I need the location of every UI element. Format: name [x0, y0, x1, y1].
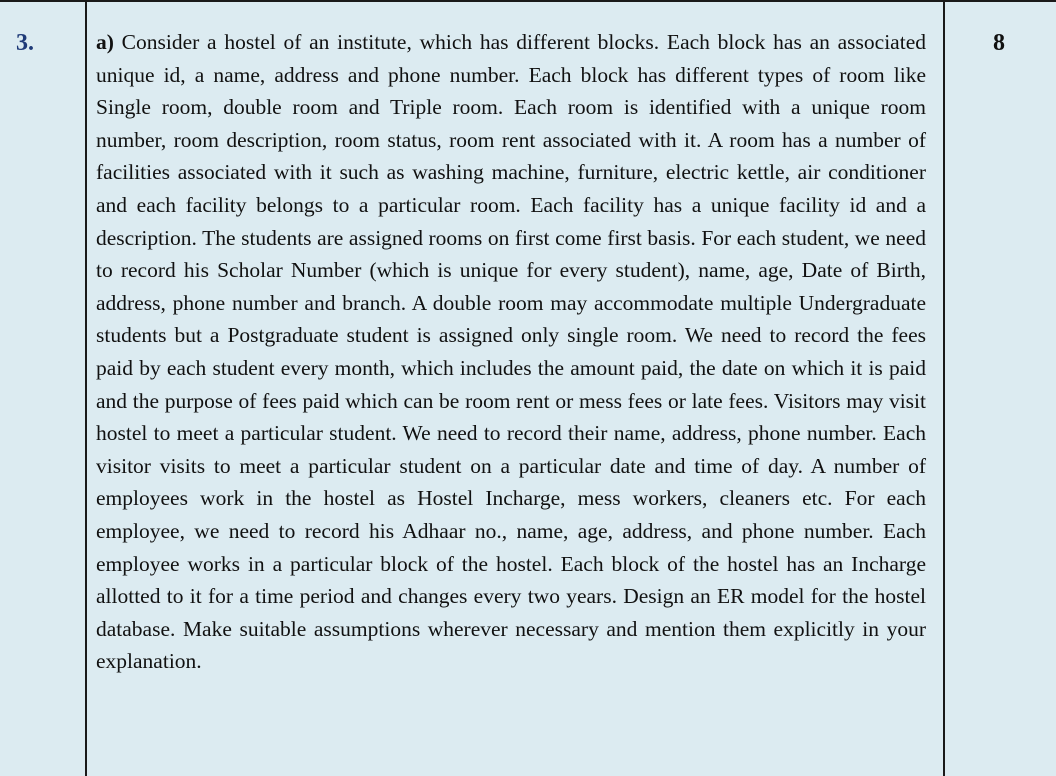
part-label: a)	[96, 30, 122, 54]
question-text-block	[96, 26, 926, 678]
table-top-border	[0, 0, 1056, 2]
question-number: 3.	[16, 30, 34, 56]
column-divider-left	[85, 0, 87, 776]
column-divider-right	[943, 0, 945, 776]
question-body: Consider a hostel of an institute, which has different blocks. Each block has an associated unique id, a name, address and phone number. Each block has different types of room like Single room, double room and Triple room. Each room is identified with a unique room number, room description, room status, room rent associated with it. A room has a number of facilities associated with it such as washing machine, furniture, electric kettle, air conditioner and each facility belongs to a particular room. Each facility has a unique facility id and a description. The students are assigned rooms on first come first basis. For each student, we need to record his Scholar Number (which is unique for every student), name, age, Date of Birth, address, phone number and branch. A double room may accommodate multiple Undergraduate students but a Postgraduate student is assigned only single room. We need to record the fees paid by each student every month, which includes the amount paid, the date on which it is paid and the purpose of fees paid which can be room rent or mess fees or late fees. Visitors may visit hostel to meet a particular student. We need to record their name, address, phone number. Each visitor visits to meet a particular student on a particular date and time of day. A number of employees work in the hostel as Hostel Incharge, mess workers, cleaners etc. For each employee, we need to record his Adhaar no., name, age, address, and phone number. Each employee works in a particular block of the hostel. Each block of the hostel has an Incharge allotted to it for a time period and changes every two years. Design an ER model for the hostel database. Make suitable assumptions wherever necessary and mention them explicitly in your explanation.	[96, 30, 926, 674]
marks-value: 8	[993, 30, 1005, 56]
